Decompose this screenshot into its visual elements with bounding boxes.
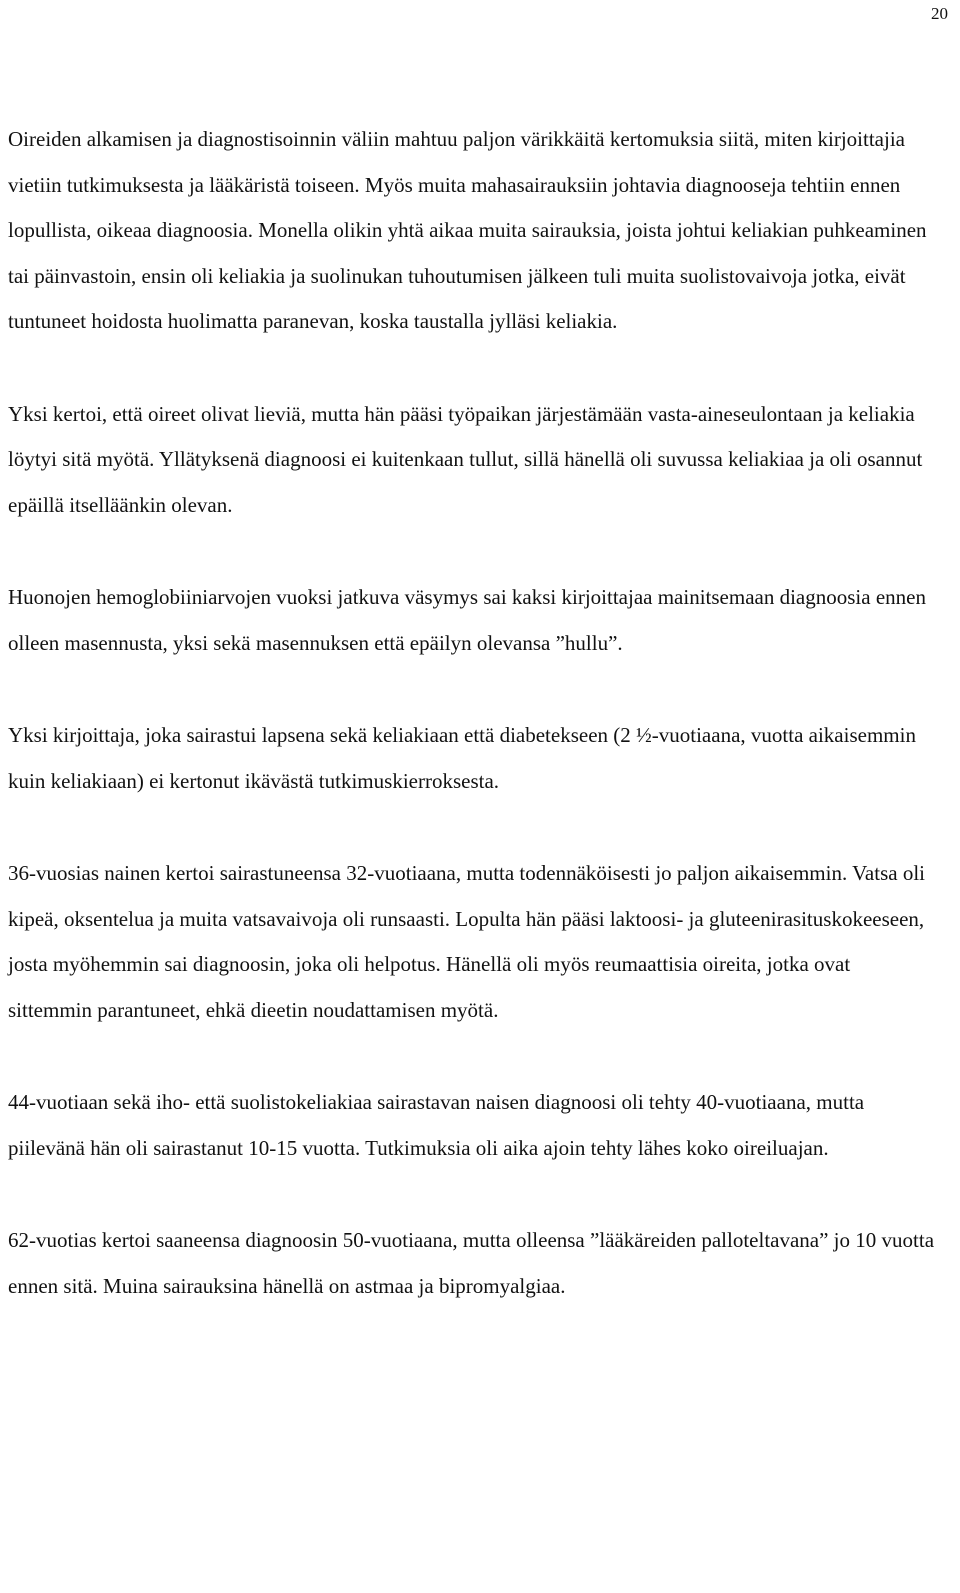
- paragraph-childhood-diabetes: Yksi kirjoittaja, joka sairastui lapsena sekä keliakiaan että diabetekseen (2 ½-vuotiaana, vuotta aikaisemmin kuin keliakiaan) ei kertonut ikävästä tutkimuskierroksesta.: [8, 723, 916, 793]
- paragraph-mild-symptoms: Yksi kertoi, että oireet olivat lieviä, mutta hän pääsi työpaikan järjestämään vasta-aineseulontaan ja keliakia löytyi sitä myötä. Yllätyksenä diagnoosi ei kuitenkaan tullut, sillä hänellä oli suvussa keliakiaa ja oli osannut epäillä itselläänkin olevan.: [8, 401, 923, 517]
- paragraph-62-year-old: 62-vuotias kertoi saaneensa diagnoosin 50-vuotiaana, mutta olleensa ”lääkäreiden palloteltavana” jo 10 vuotta ennen sitä. Muina sairauksina hänellä on astmaa ja bipromyalgiaa.: [8, 1228, 935, 1298]
- document-body: [8, 117, 938, 1309]
- paragraph-44-year-old: 44-vuotiaan sekä iho- että suolistokeliakiaa sairastavan naisen diagnoosi oli tehty 40-vuotiaana, mutta piilevänä hän oli sairastanut 10-15 vuotta. Tutkimuksia oli aika ajoin tehty lähes koko oireiluajan.: [8, 1090, 865, 1160]
- paragraph-diagnosis-stories: Oireiden alkamisen ja diagnostisoinnin väliin mahtuu paljon värikkäitä kertomuksia siitä, miten kirjoittajia vietiin tutkimuksesta ja lääkäristä toiseen. Myös muita mahasairauksiin johtavia diagnooseja tehtiin ennen lopullista, oikeaa diagnoosia. Monella olikin yhtä aikaa muita sairauksia, joista johtui keliakian puhkeaminen tai päinvastoin, ensin oli keliakia ja suolinukan tuhoutumisen jälkeen tuli muita suolistovaivoja jotka, eivät tuntuneet hoidosta huolimatta paranevan, koska taustalla jylläsi keliakia.: [8, 127, 927, 333]
- paragraph-36-year-old: 36-vuosias nainen kertoi sairastuneensa 32-vuotiaana, mutta todennäköisesti jo paljon aikaisemmin. Vatsa oli kipeä, oksentelua ja muita vatsavaivoja oli runsaasti. Lopulta hän pääsi laktoosi- ja gluteenirasituskokeeseen, josta myöhemmin sai diagnoosin, joka oli helpotus. Hänellä oli myös reumaattisia oireita, jotka ovat sittemmin parantuneet, ehkä dieetin noudattamisen myötä.: [8, 861, 925, 1022]
- paragraph-hemoglobin: Huonojen hemoglobiiniarvojen vuoksi jatkuva väsymys sai kaksi kirjoittajaa mainitsemaan diagnoosia ennen olleen masennusta, yksi sekä masennuksen että epäilyn olevansa ”hullu”.: [8, 585, 926, 655]
- page-number: 20: [931, 4, 948, 23]
